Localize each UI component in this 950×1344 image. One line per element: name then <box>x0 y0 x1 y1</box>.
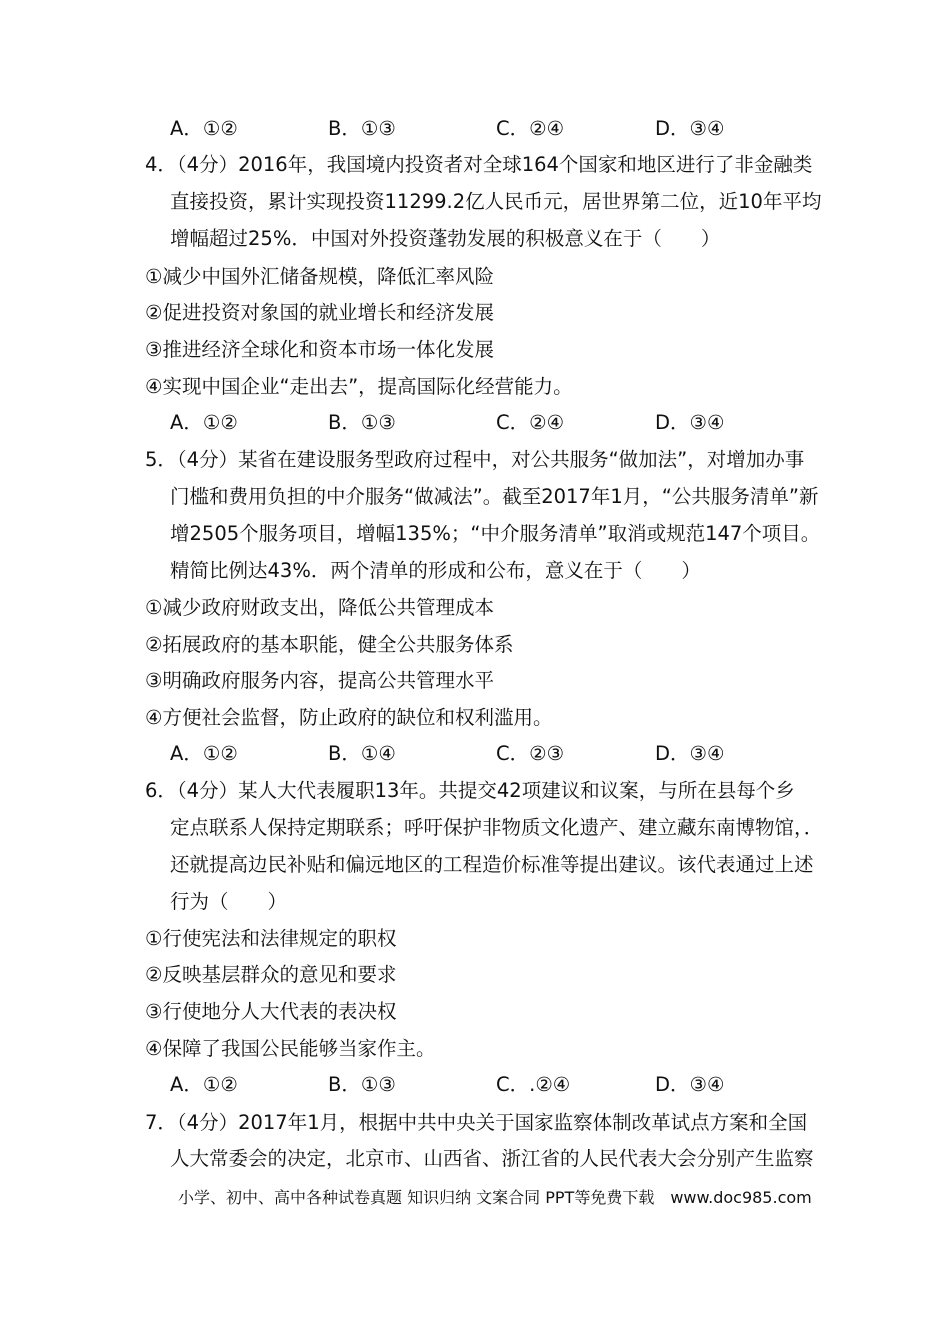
q6-option-a: A．①② <box>170 1073 238 1096</box>
q4-option-c: C．②④ <box>496 411 565 434</box>
q6-item-1: ①行使宪法和法律规定的职权 <box>145 927 397 950</box>
q6-stem-line-1: 6．（4分）某人大代表履职13年。共提交42项建议和议案，与所在县每个乡 <box>145 779 795 802</box>
q5-item-1: ①减少政府财政支出，降低公共管理成本 <box>145 596 494 619</box>
q6-item-2: ②反映基层群众的意见和要求 <box>145 963 397 986</box>
q4-stem-line-1: 4．（4分）2016年，我国境内投资者对全球164个国家和地区进行了非金融类 <box>145 153 813 176</box>
q4-item-2: ②促进投资对象国的就业增长和经济发展 <box>145 301 494 324</box>
q5-stem-line-4: 精简比例达43%．两个清单的形成和公布，意义在于（ ） <box>170 559 701 582</box>
q4-stem-line-3: 增幅超过25%．中国对外投资蓬勃发展的积极意义在于（ ） <box>170 227 721 250</box>
q4-option-d: D．③④ <box>655 411 725 434</box>
q6-item-4: ④保障了我国公民能够当家作主。 <box>145 1037 436 1060</box>
q3-option-a: A．①② <box>170 117 238 140</box>
q4-item-4: ④实现中国企业“走出去”，提高国际化经营能力。 <box>145 375 573 398</box>
q3-option-b: B．①③ <box>328 117 396 140</box>
q6-option-c: C．.②④ <box>496 1073 571 1096</box>
q3-option-d: D．③④ <box>655 117 725 140</box>
q4-stem-line-2: 直接投资，累计实现投资11299.2亿人民币元，居世界第二位，近10年平均 <box>170 190 822 213</box>
q5-item-3: ③明确政府服务内容，提高公共管理水平 <box>145 669 494 692</box>
q5-option-b: B．①④ <box>328 742 396 765</box>
q5-item-2: ②拓展政府的基本职能，健全公共服务体系 <box>145 633 514 656</box>
q5-option-c: C．②③ <box>496 742 565 765</box>
q6-option-d: D．③④ <box>655 1073 725 1096</box>
q6-option-b: B．①③ <box>328 1073 396 1096</box>
q5-option-a: A．①② <box>170 742 238 765</box>
q6-stem-line-4: 行为（ ） <box>170 890 288 913</box>
q6-item-3: ③行使地分人大代表的表决权 <box>145 1000 397 1023</box>
q7-stem-line-2: 人大常委会的决定，北京市、山西省、浙江省的人民代表大会分别产生监察 <box>170 1147 814 1170</box>
q3-option-c: C．②④ <box>496 117 565 140</box>
q6-stem-line-2: 定点联系人保持定期联系；呼吁保护非物质文化遗产、建立藏东南博物馆，． <box>170 816 824 839</box>
q5-item-4: ④方便社会监督，防止政府的缺位和权利滥用。 <box>145 706 553 729</box>
q5-stem-line-3: 增2505个服务项目，增幅135%；“中介服务清单”取消或规范147个项目。 <box>170 522 821 545</box>
q5-stem-line-1: 5．（4分）某省在建设服务型政府过程中，对公共服务“做加法”，对增加办事 <box>145 448 805 471</box>
q4-option-a: A．①② <box>170 411 238 434</box>
q7-stem-line-1: 7．（4分）2017年1月，根据中共中央关于国家监察体制改革试点方案和全国 <box>145 1111 808 1134</box>
q6-stem-line-3: 还就提高边民补贴和偏远地区的工程造价标准等提出建议。该代表通过上述 <box>170 853 814 876</box>
q4-option-b: B．①③ <box>328 411 396 434</box>
q4-item-3: ③推进经济全球化和资本市场一体化发展 <box>145 338 494 361</box>
q5-option-d: D．③④ <box>655 742 725 765</box>
page-footer: 小学、初中、高中各种试卷真题 知识归纳 文案合同 PPT等免费下载 www.doc985.com <box>178 1188 812 1207</box>
q5-stem-line-2: 门槛和费用负担的中介服务“做减法”。截至2017年1月，“公共服务清单”新 <box>170 485 819 508</box>
q4-item-1: ①减少中国外汇储备规模，降低汇率风险 <box>145 265 494 288</box>
